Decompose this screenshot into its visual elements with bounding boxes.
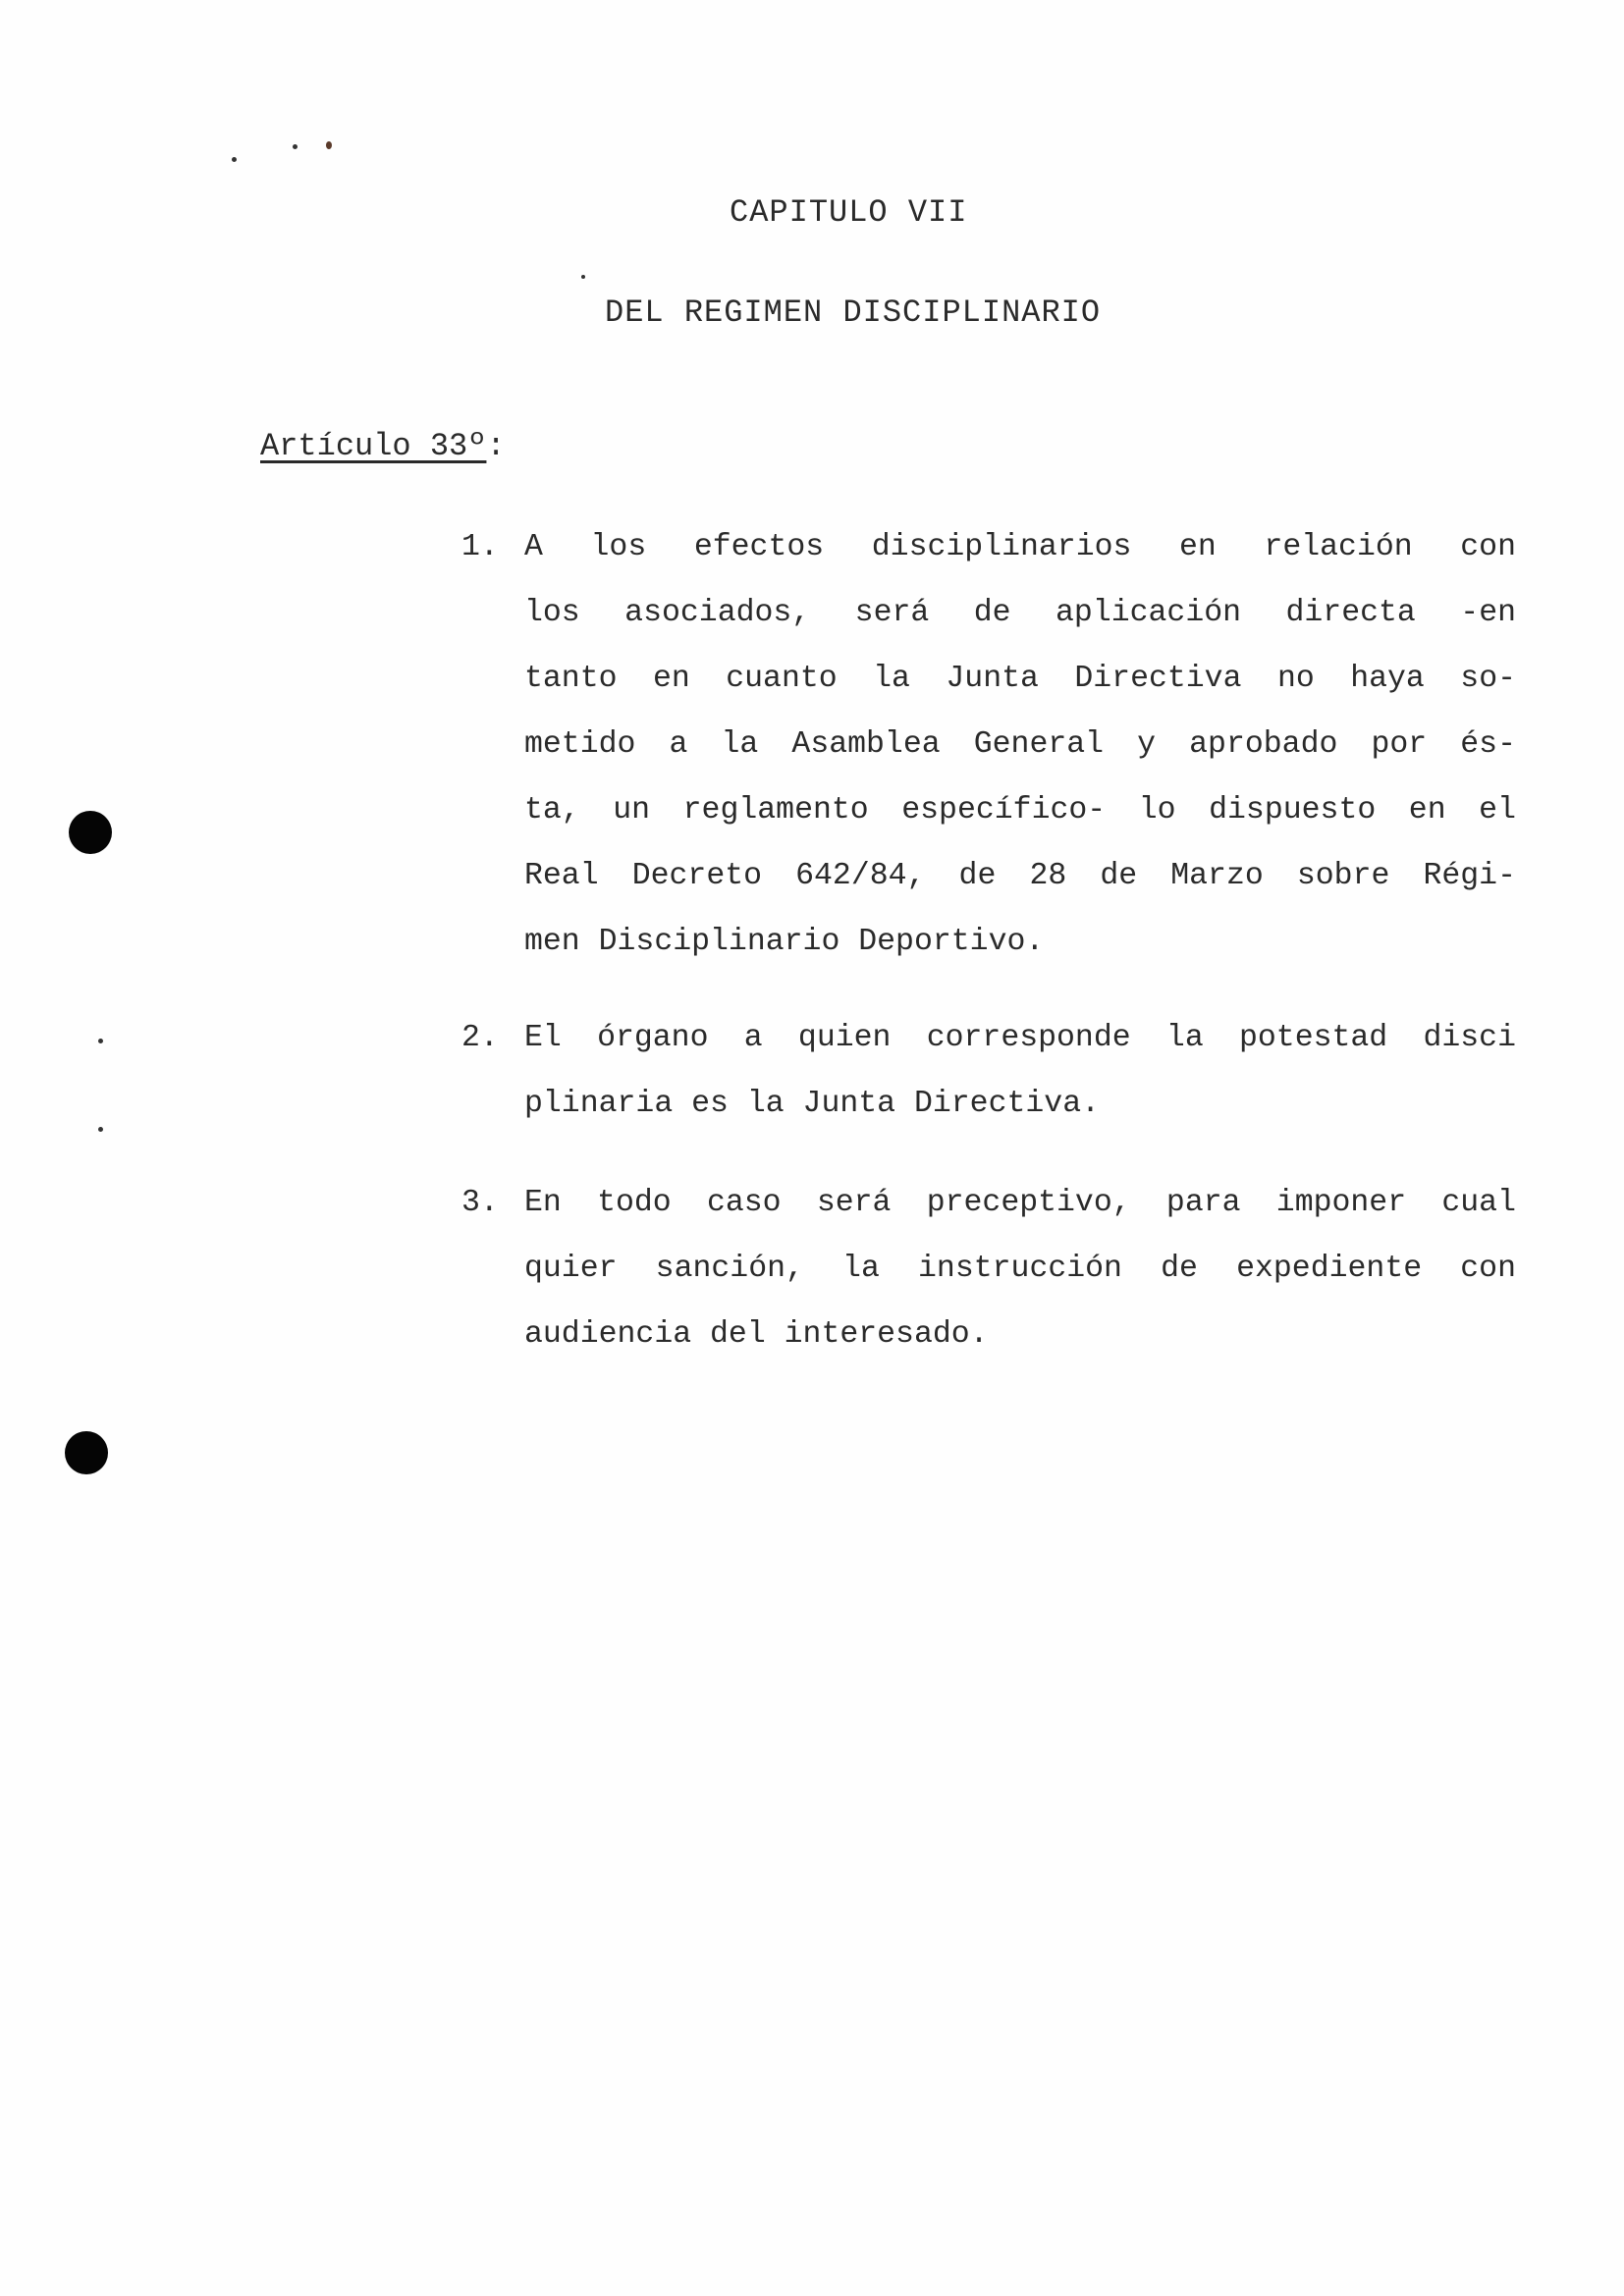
clause-line: plinaria es la Junta Directiva.: [524, 1087, 1100, 1121]
chapter-title: CAPITULO VII: [730, 194, 968, 231]
scan-speck: [293, 144, 298, 149]
clause-line: tanto en cuanto la Junta Directiva no haya so-: [524, 662, 1516, 696]
clause-line: audiencia del interesado.: [524, 1317, 989, 1352]
clause-number: 2.: [461, 1021, 499, 1055]
clause-text: [524, 514, 1516, 975]
clause-text: [524, 1170, 1516, 1367]
clause-line: ta, un reglamento específico- lo dispuesto en el: [524, 793, 1516, 828]
clause-line: A los efectos disciplinarios en relación con: [524, 530, 1516, 564]
clause-line: quier sanción, la instrucción de expediente con: [524, 1252, 1516, 1286]
scan-speck: [326, 141, 332, 149]
article-label: Artículo 33º: [260, 428, 487, 464]
scan-speck: [232, 157, 237, 162]
scan-speck: [98, 1039, 103, 1043]
clause-text: [524, 1005, 1516, 1137]
punch-hole: [69, 811, 112, 854]
clause-line: Real Decreto 642/84, de 28 de Marzo sobre Régi-: [524, 859, 1516, 893]
clause-line: metido a la Asamblea General y aprobado por és-: [524, 727, 1516, 762]
clause-line: En todo caso será preceptivo, para imponer cual: [524, 1186, 1516, 1220]
article-heading: [260, 428, 506, 464]
punch-hole: [65, 1431, 108, 1474]
article-label-suffix: :: [486, 428, 506, 464]
clause-number: 1.: [461, 530, 499, 564]
clause-line: men Disciplinario Deportivo.: [524, 925, 1045, 959]
clause-number: 3.: [461, 1186, 499, 1220]
scan-speck: [98, 1127, 103, 1132]
scan-speck: [581, 275, 585, 279]
clause-line: El órgano a quien corresponde la potestad disci: [524, 1021, 1516, 1055]
chapter-subtitle: DEL REGIMEN DISCIPLINARIO: [605, 294, 1102, 331]
clause-line: los asociados, será de aplicación directa -en: [524, 596, 1516, 630]
